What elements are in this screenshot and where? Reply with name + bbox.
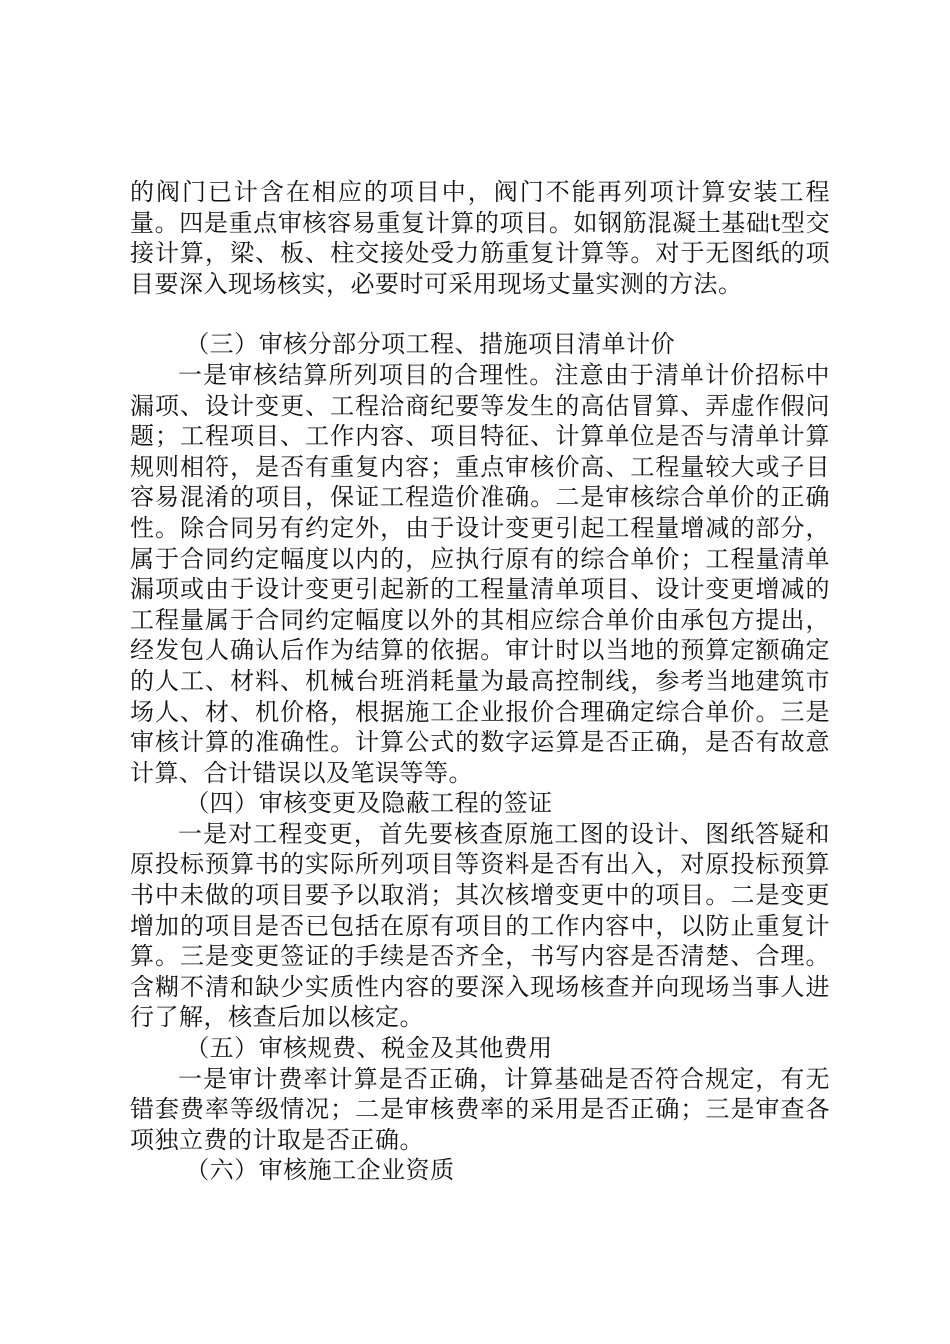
section-heading-3: （三）审核分部分项工程、措施项目清单计价 <box>185 330 676 359</box>
document-page <box>130 177 830 1186</box>
section-heading-5: （五）审核规费、税金及其他费用 <box>185 1034 553 1063</box>
section-body-4: 一是对工程变更，首先要核查原施工图的设计、图纸答疑和原投标预算书的实际所列项目等资料是否有出入，对原投标预算书中未做的项目要予以取消；其次核增变更中的项目。二是变更增加的项目是否已包括在原有项目的工作内容中，以防止重复计算。三是变更签证的手续是否齐全，书写内容是否清楚、合理。含糊不清和缺少实质性内容的要深入现场核查并向现场当事人进行了解，核查后加以核定。 <box>130 819 830 1032</box>
section-heading-6: （六）审核施工企业资质 <box>185 1156 455 1185</box>
section-body-5: 一是审计费率计算是否正确，计算基础是否符合规定，有无错套费率等级情况；二是审核费率的采用是否正确；三是审查各项独立费的计取是否正确。 <box>130 1064 830 1154</box>
section-heading-4: （四）审核变更及隐蔽工程的签证 <box>185 789 553 818</box>
section-body-3: 一是审核结算所列项目的合理性。注意由于清单计价招标中漏项、设计变更、工程洽商纪要等发生的高估冒算、弄虚作假问题；工程项目、工作内容、项目特征、计算单位是否与清单计算规则相符，是否有重复内容；重点审核价高、工程量较大或子目容易混淆的项目，保证工程造价准确。二是审核综合单价的正确性。除合同另有约定外，由于设计变更引起工程量增减的部分，属于合同约定幅度以内的，应执行原有的综合单价；工程量清单漏项或由于设计变更引起新的工程量清单项目、设计变更增减的工程量属于合同约定幅度以外的其相应综合单价由承包方提出，经发包人确认后作为结算的依据。审计时以当地的预算定额确定的人工、材料、机械台班消耗量为最高控制线，参考当地建筑市场人、材、机价格，根据施工企业报价合理确定综合单价。三是审核计算的准确性。计算公式的数字运算是否正确，是否有故意计算、合计错误以及笔误等等。 <box>130 360 830 787</box>
paragraph-continuation: 的阀门已计含在相应的项目中，阀门不能再列项计算安装工程量。四是重点审核容易重复计算的项目。如钢筋混凝土基础t型交接计算，梁、板、柱交接处受力筋重复计算等。对于无图纸的项目要深入现场核实，必要时可采用现场丈量实测的方法。 <box>130 178 830 298</box>
paragraph-gap <box>130 299 830 329</box>
